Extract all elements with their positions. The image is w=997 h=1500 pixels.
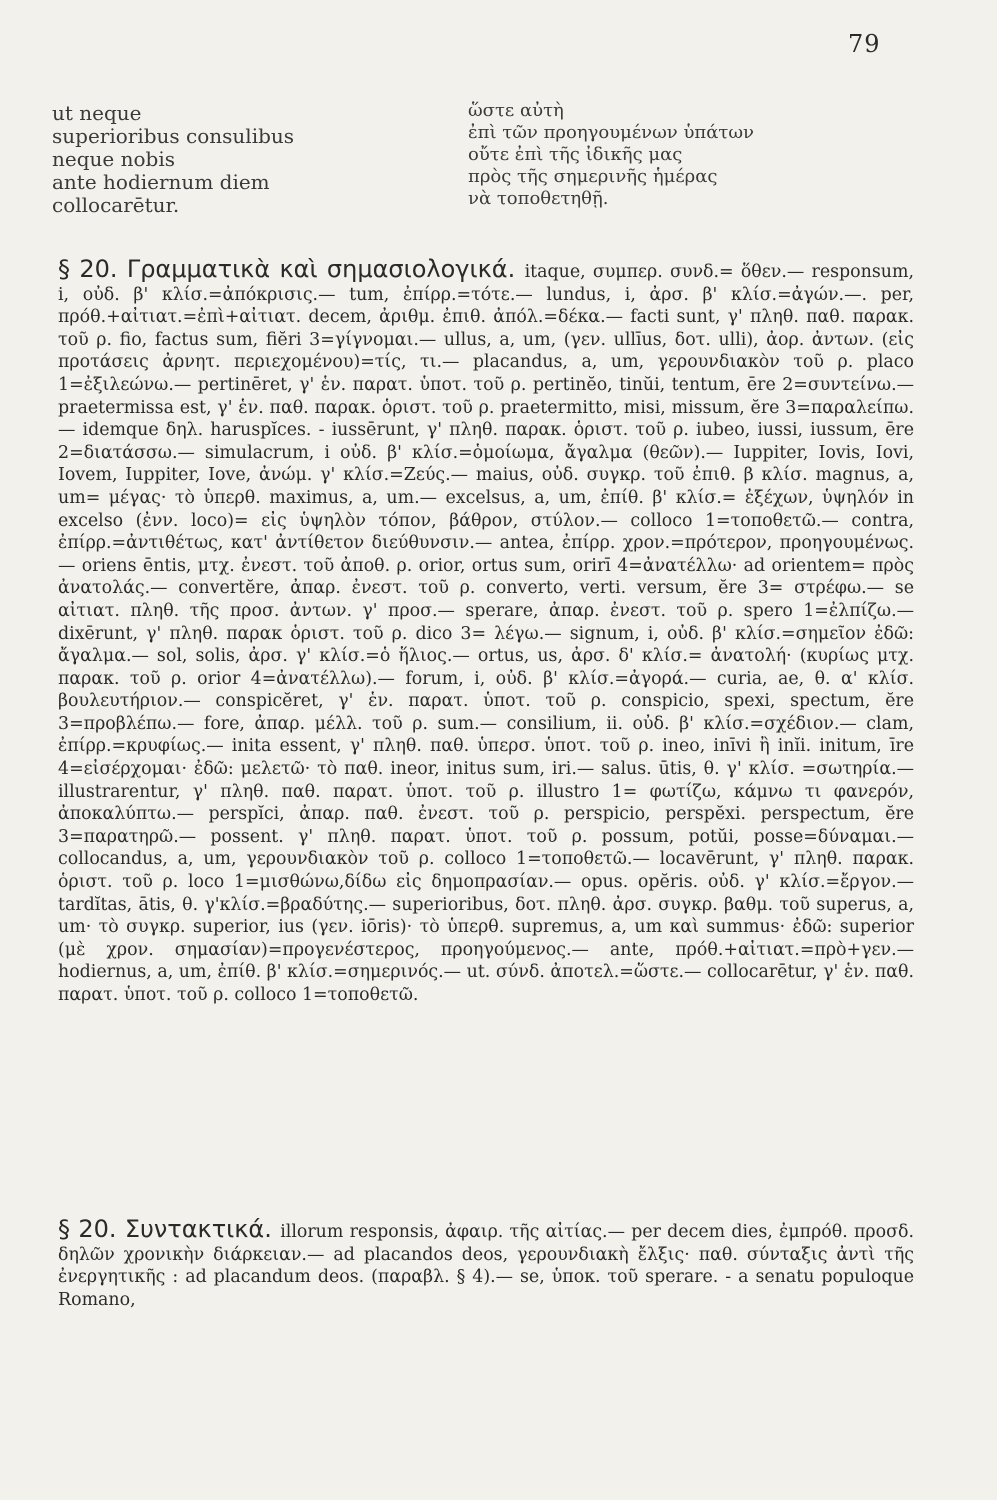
greek-line: πρὸς τῆς σημερινῆς ἡμέρας [468, 166, 718, 187]
greek-line: ἐπὶ τῶν προηγουμένων ὑπάτων [468, 122, 754, 143]
page-number: 79 [848, 30, 881, 58]
greek-line: νὰ τοποθετηθῇ. [468, 188, 609, 209]
syntax-section-body: illorum responsis, ἀφαιρ. τῆς αἰτίας.— per decem dies, ἐμπρόθ. προσδ. δηλῶν χρονικὴν διάρκειαν.— ad placandos deos, γερουνδιακὴ ἔλξις· παθ. σύνταξις ἀντὶ τῆς ἐνεργητικῆς : ad placandum deos. (παραβλ. § 4).— se, ὑποκ. τοῦ sperare. - a senatu populoque Romano, [58, 1222, 914, 1310]
latin-line: collocarētur. [52, 193, 180, 217]
syntax-section [58, 1215, 914, 1311]
latin-line: superioribus consulibus [52, 124, 295, 148]
latin-passage [52, 102, 432, 217]
grammar-section [58, 255, 914, 1007]
grammar-section-heading: § 20. Γραμματικὰ καὶ σημασιολογικά. [58, 255, 525, 283]
grammar-section-body: itaque, συμπερ. συνδ.= ὅθεν.— responsum, i, οὐδ. β' κλίσ.=ἀπόκρισις.— tum, ἐπίρρ.=τότε.— lundus, i, ἀρσ. β' κλίσ.=ἀγών.—. per, πρόθ.+αἰτιατ.=ἐπὶ+αἰτιατ. decem, ἀριθμ. ἐπιθ. ἀπόλ.=δέκα.— facti sunt, γ' πληθ. παθ. παρακ. τοῦ ρ. fio, factus sum, fiĕri 3=γίγνομαι.— ullus, a, um, (γεν. ullīus, δοτ. ulli), ἀορ. ἀντων. (εἰς προτάσεις ἀρνητ. περιεχομένου)=τίς, τι.— placandus, a, um, γερουνδιακὸν τοῦ ρ. placo 1=ἐξιλεώνω.— pertinēret, γ' ἑν. παρατ. ὑποτ. τοῦ ρ. pertinĕo, tinŭi, tentum, ēre 2=συντείνω.— praetermissa est, γ' ἑν. παθ. παρακ. ὁριστ. τοῦ ρ. praetermitto, misi, missum, ĕre 3=παραλείπω.— idemque δηλ. haruspĭces. - iussērunt, γ' πληθ. παρακ. ὁριστ. τοῦ ρ. iubeo, iussi, iussum, ēre 2=διατάσσω.— simulacrum, i οὐδ. β' κλίσ.=ὁμοίωμα, ἄγαλμα (θεῶν).— Iuppiter, Iovis, Iovi, Iovem, Iuppiter, Iove, ἀνώμ. γ' κλίσ.=Ζεύς.— maius, οὐδ. συγκρ. τοῦ ἐπιθ. β κλίσ. magnus, a, um= μέγας· τὸ ὑπερθ. maximus, a, um.— excelsus, a, um, ἐπίθ. β' κλίσ.= ἐξέχων, ὑψηλόν in excelso (ἐνν. loco)= εἰς ὑψηλὸν τόπον, βάθρον, στύλον.— colloco 1=τοποθετῶ.— contra, ἐπίρρ.=ἀντιθέτως, κατ' ἀντίθετον διεύθυνσιν.— antea, ἐπίρρ. χρον.=πρότερον, προηγουμένως.— oriens ēntis, μτχ. ἐνεστ. τοῦ ἀποθ. ρ. orior, ortus sum, orirī 4=ἀνατέλλω· ad orientem= πρὸς ἀνατολάς.— convertĕre, ἀπαρ. ἐνεστ. τοῦ ρ. converto, verti. versum, ĕre 3= στρέφω.— se αἰτιατ. πληθ. τῆς προσ. ἀντων. γ' προσ.— sperare, ἀπαρ. ἐνεστ. τοῦ ρ. spero 1=ἐλπίζω.— dixērunt, γ' πληθ. παρακ ὁριστ. τοῦ ρ. dico 3= λέγω.— signum, i, οὐδ. β' κλίσ.=σημεῖον ἐδῶ: ἄγαλμα.— sol, solis, ἀρσ. γ' κλίσ.=ὁ ἥλιος.— ortus, us, ἀρσ. δ' κλίσ.= ἀνατολή· (κυρίως μτχ. παρακ. τοῦ ρ. orior 4=ἀνατέλλω).— forum, i, οὐδ. β' κλίσ.=ἀγορά.— curia, ae, θ. α' κλίσ. βουλευτήριον.— conspicĕret, γ' ἑν. παρατ. ὑποτ. τοῦ ρ. conspicio, spexi, spectum, ĕre 3=προβλέπω.— fore, ἀπαρ. μέλλ. τοῦ ρ. sum.— consilium, ii. οὐδ. β' κλίσ.=σχέδιον.— clam, ἐπίρρ.=κρυφίως.— inita essent, γ' πληθ. παθ. ὑπερσ. ὑποτ. τοῦ ρ. ineo, inīvi ἢ inĭi. initum, īre 4=εἰσέρχομαι· ἐδῶ: μελετῶ· τὸ παθ. ineor, initus sum, iri.— salus. ūtis, θ. γ' κλίσ. =σωτηρία.— illustrarentur, γ' πληθ. παθ. παρατ. ὑποτ. τοῦ ρ. illustro 1= φωτίζω, κάμνω τι φανερόν, ἀποκαλύπτω.— perspĭci, ἀπαρ. παθ. ἐνεστ. τοῦ ρ. perspicio, perspĕxi. perspectum, ĕre 3=παρατηρῶ.— possent. γ' πληθ. παρατ. ὑποτ. τοῦ ρ. possum, potŭi, posse=δύναμαι.— collocandus, a, um, γερουνδιακὸν τοῦ ρ. colloco 1=τοποθετῶ.— locavērunt, γ' πληθ. παρακ. ὁριστ. τοῦ ρ. loco 1=μισθώνω,δίδω εἰς δημοπρασίαν.— opus. opĕris. οὐδ. γ' κλίσ.=ἔργον.—tardĭtas, ātis, θ. γ'κλίσ.=βραδύτης.— superioribus, δοτ. πληθ. ἀρσ. συγκρ. βαθμ. τοῦ superus, a, um· τὸ συγκρ. superior, ius (γεν. iōris)· τὸ ὑπερθ. supremus, a, um καὶ summus· ἐδῶ: superior (μὲ χρον. σημασίαν)=προγενέστερος, προηγούμενος.— ante, πρόθ.+αἰτιατ.=πρὸ+γεν.— hodiernus, a, um, ἐπίθ. β' κλίσ.=σημερινός.— ut. σύνδ. ἀποτελ.=ὥστε.— collocarētur, γ' ἑν. παθ. παρατ. ὑποτ. τοῦ ρ. colloco 1=τοποθετῶ. [58, 262, 914, 1005]
greek-translation [468, 100, 888, 210]
latin-line: ante hodiernum diem [52, 170, 270, 194]
syntax-section-heading: § 20. Συντακτικά. [58, 1215, 281, 1243]
latin-line: neque nobis [52, 147, 175, 171]
greek-line: ὥστε αὐτὴ [468, 100, 564, 121]
latin-line: ut neque [52, 101, 142, 125]
greek-line: οὔτε ἐπὶ τῆς ἰδικῆς μας [468, 144, 683, 165]
